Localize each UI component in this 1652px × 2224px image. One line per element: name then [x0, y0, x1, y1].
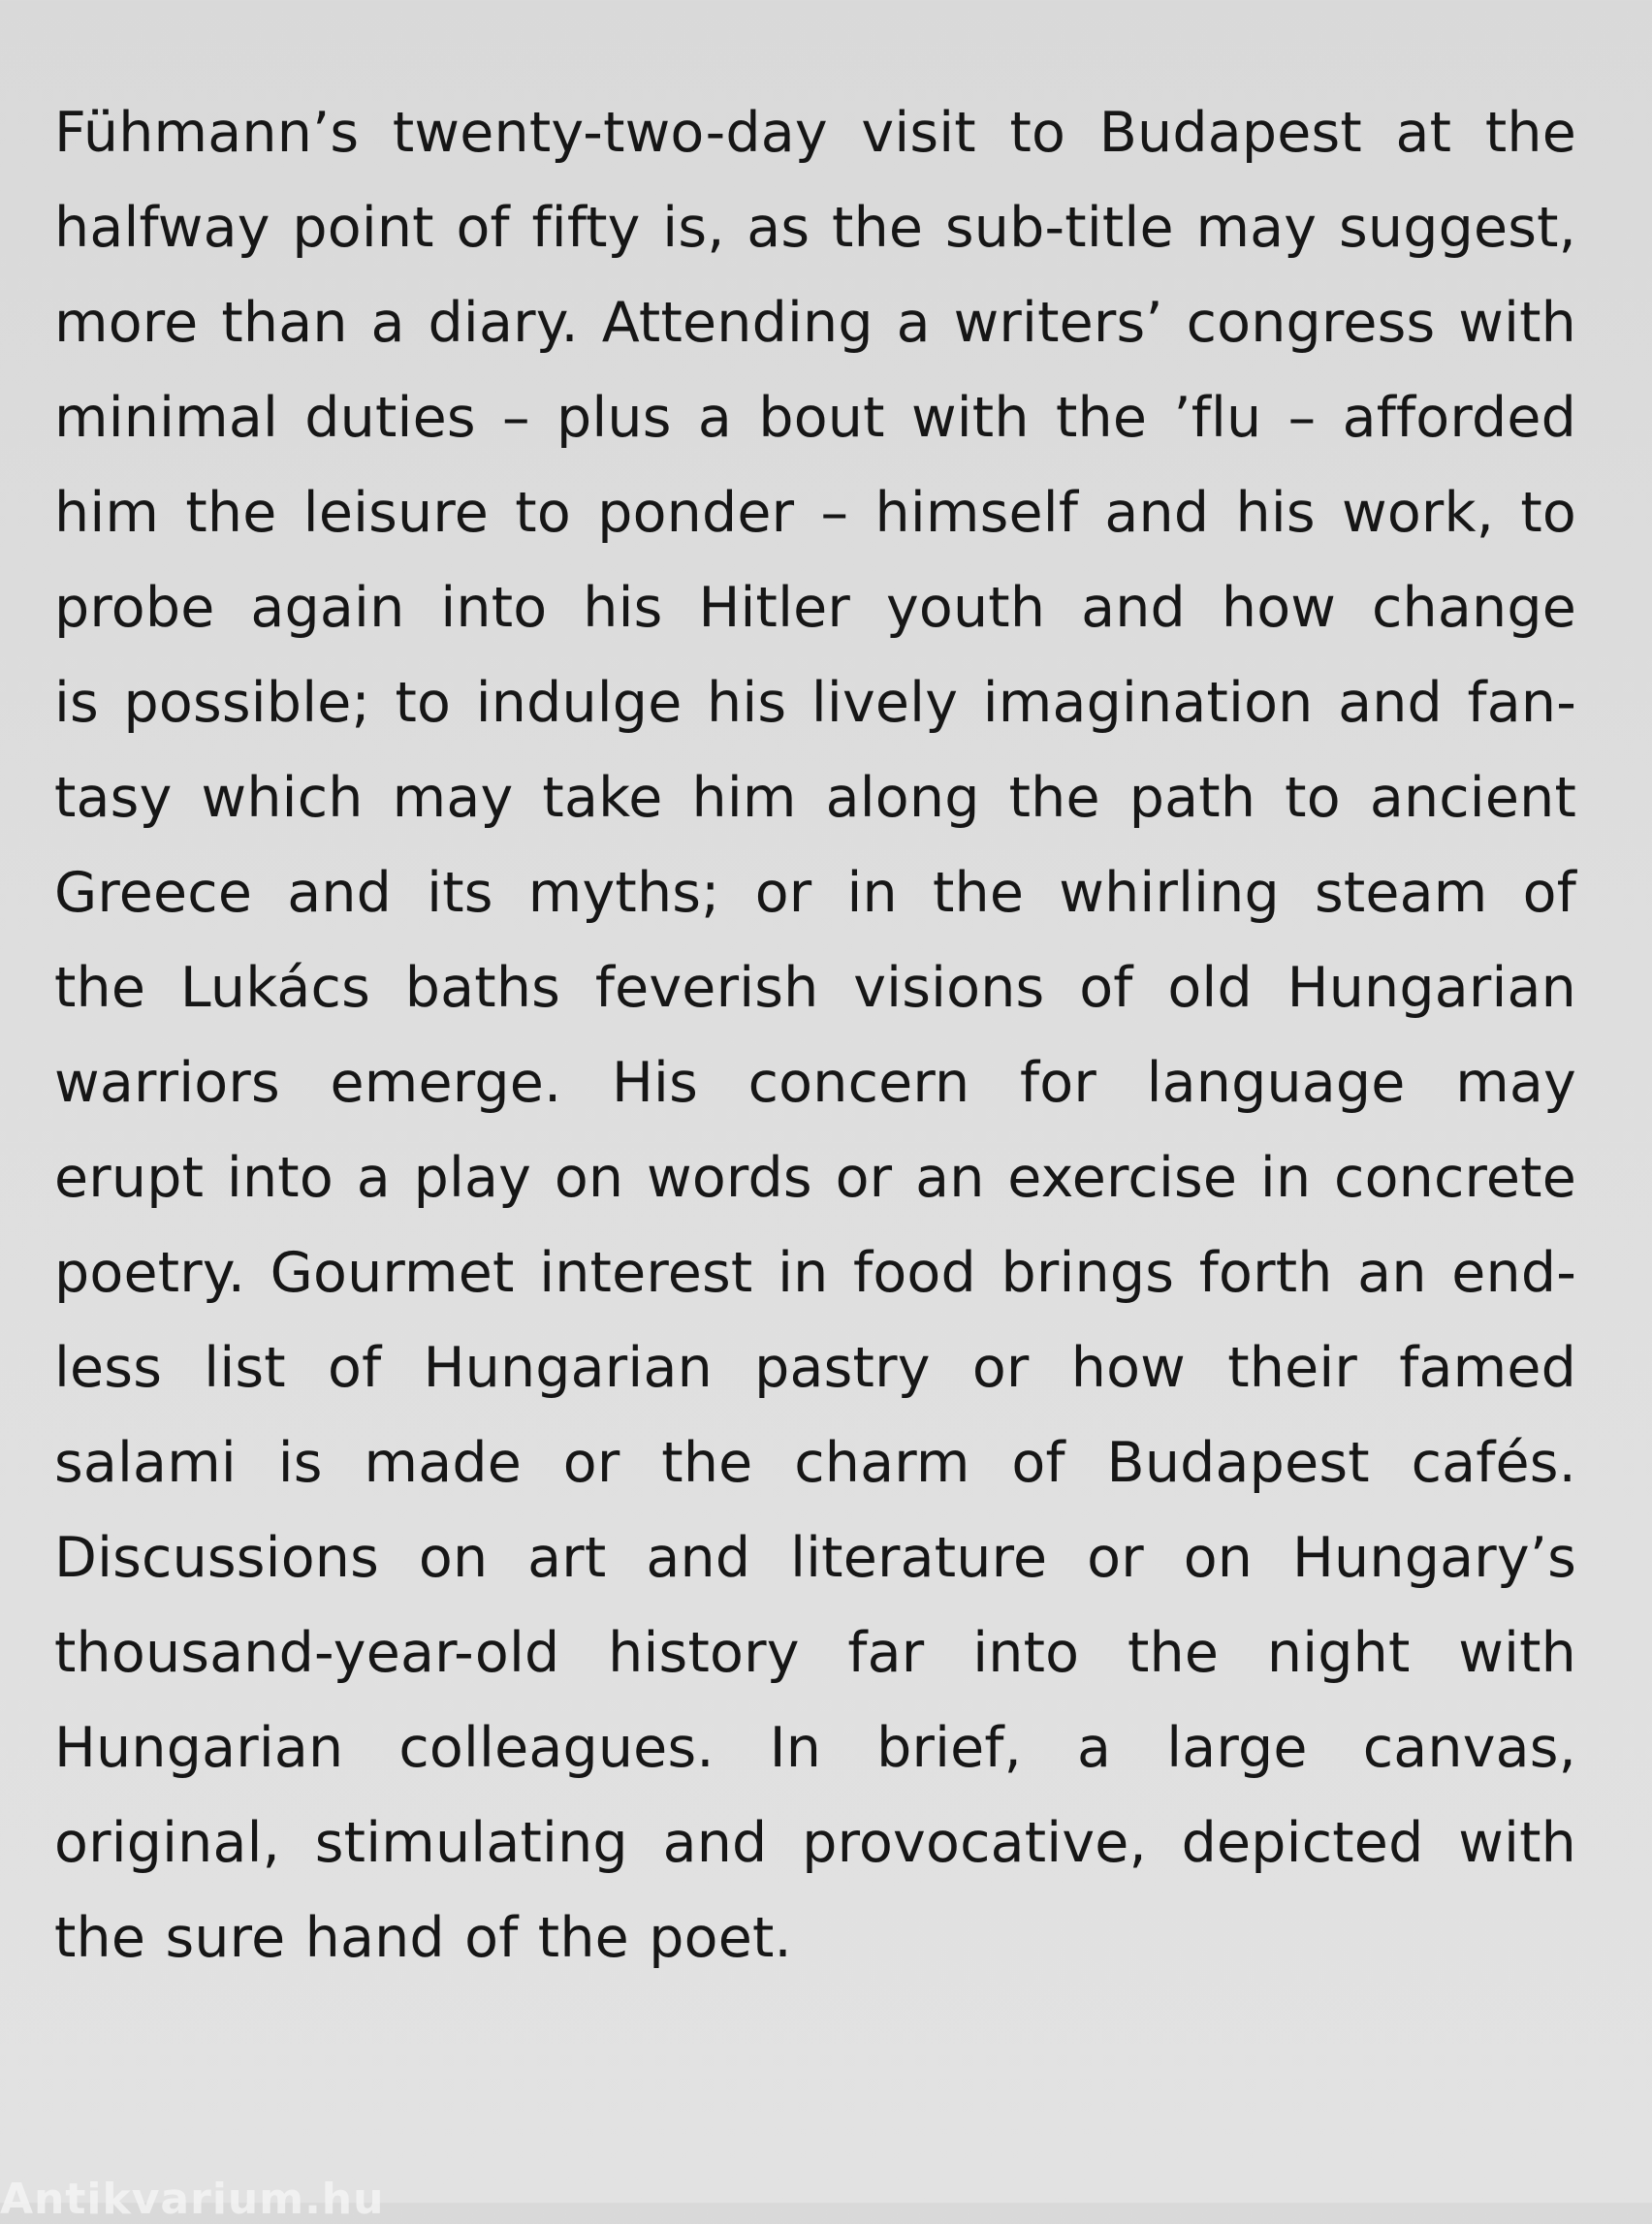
text-line: Greece and its myths; or in the whirling steam of	[54, 861, 1576, 925]
text-line: minimal duties – plus a bout with the ’flu – afforded	[54, 386, 1576, 450]
text-line: probe again into his Hitler youth and how change	[54, 576, 1576, 640]
text-line: warriors emerge. His concern for language may	[54, 1051, 1576, 1115]
text-line: more than a diary. Attending a writers’ congress with	[54, 291, 1576, 355]
text-line: is possible; to indulge his lively imagination and fan-	[54, 671, 1576, 735]
text-line: thousand-year-old history far into the night with	[54, 1621, 1576, 1685]
text-line: erupt into a play on words or an exercise in concrete	[54, 1146, 1576, 1210]
text-line: the sure hand of the poet.	[54, 1906, 792, 1970]
text-line: less list of Hungarian pastry or how their famed	[54, 1336, 1576, 1400]
text-line: Fühmann’s twenty-two-day visit to Budapest at the	[54, 101, 1576, 165]
text-line: halfway point of fifty is, as the sub-title may suggest,	[54, 196, 1576, 260]
body-paragraph	[54, 85, 1576, 1986]
text-line: poetry. Gourmet interest in food brings forth an end-	[54, 1241, 1576, 1305]
text-line: original, stimulating and provocative, depicted with	[54, 1811, 1576, 1875]
text-line: tasy which may take him along the path to ancient	[54, 766, 1576, 830]
text-line: him the leisure to ponder – himself and his work, to	[54, 481, 1576, 545]
text-line: salami is made or the charm of Budapest cafés.	[54, 1431, 1576, 1495]
text-line: Discussions on art and literature or on Hungary’s	[54, 1526, 1576, 1590]
text-line: the Lukács baths feverish visions of old Hungarian	[54, 956, 1576, 1020]
text-line: Hungarian colleagues. In brief, a large canvas,	[54, 1716, 1576, 1780]
watermark-text: Antikvarium.hu	[0, 2175, 385, 2224]
